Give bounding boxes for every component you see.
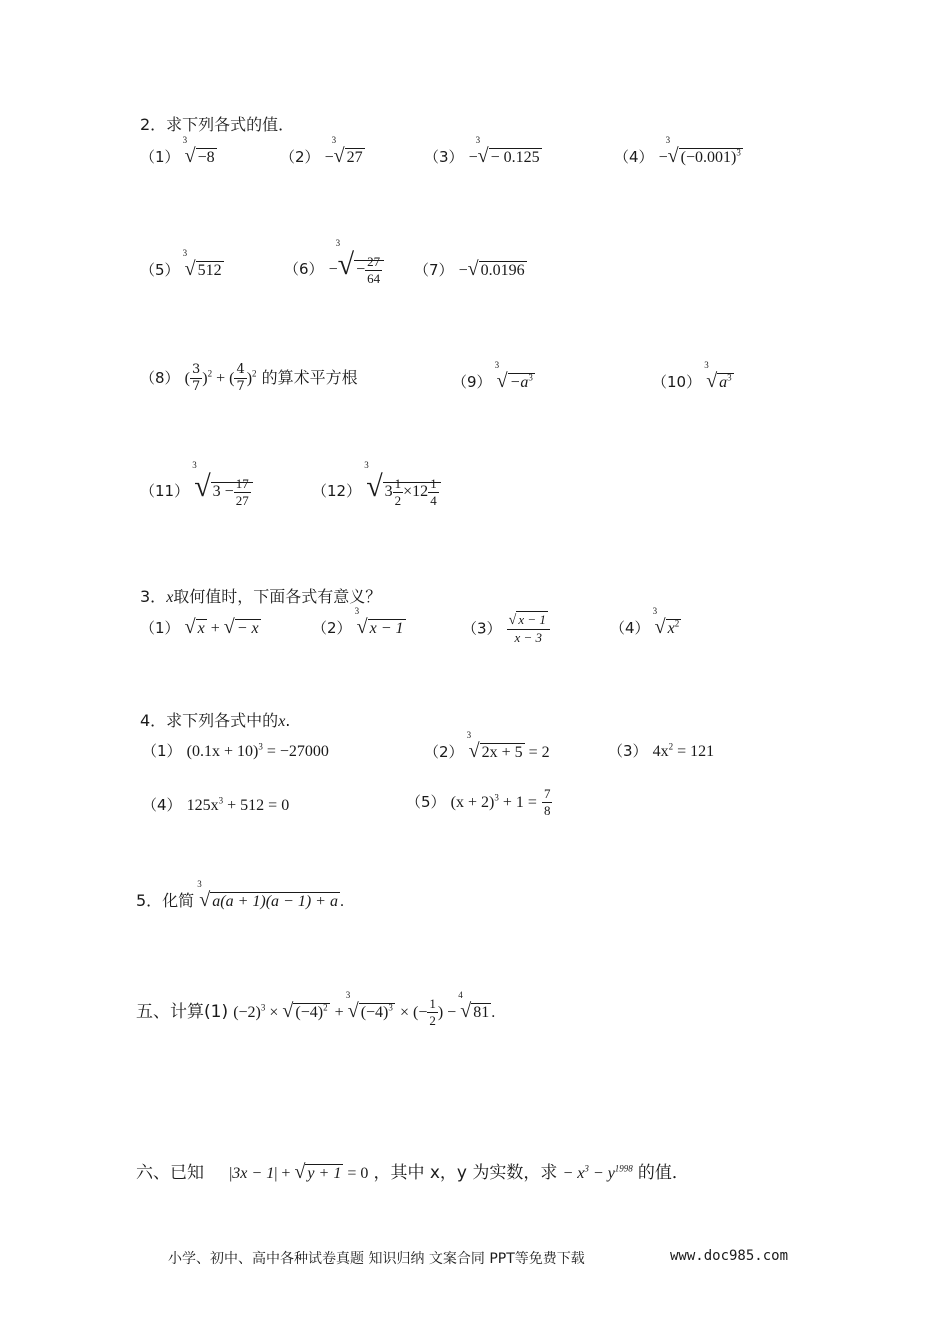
item-label: （1）: [142, 742, 182, 760]
item-label: （12）: [312, 482, 362, 500]
section-six: 六、已知 |3x − 1| + √ y + 1 = 0 ，其中 x，y 为实数，求 − $x^3 - y^{1998}$ 的值．: [136, 1161, 689, 1183]
denominator: 7: [191, 379, 201, 394]
expr-body: 27: [346, 149, 363, 166]
denominator: 8: [543, 803, 551, 818]
denominator: 2: [429, 1013, 436, 1028]
q4-item-5: （5） $(x + 2)^3 + 1$ = $\frac{7}{8}$: [406, 786, 551, 818]
q3-item-4: （4） 3 √ $x^2$: [610, 606, 680, 638]
expr-part: 3: [384, 483, 393, 500]
item-label: （10）: [652, 373, 702, 391]
q2-item-3: （3） − 3 √ − 0.125: [424, 135, 540, 167]
expr-body: −a: [509, 374, 529, 391]
q4-item-1: （1） $(0.1x + 10)^3 = -27000$: [142, 741, 329, 760]
denominator: 7: [236, 379, 245, 394]
q3-item-1: （1） √ x + √ − x: [140, 616, 259, 638]
expr-part: (−2): [233, 1004, 261, 1021]
q4-heading: 4．求下列各式中的x.: [140, 711, 291, 730]
q2-item-8: （8） ( $\frac{3}{7}$ )$^2$ + ( $\frac{4}{7}$ )$^2$ 的算术平方根: [140, 362, 358, 394]
expr-part: + 512 = 0: [223, 797, 290, 814]
item-label: （8）: [140, 369, 180, 387]
item-label: （1）: [140, 148, 180, 166]
expr-part: 3 −: [212, 483, 234, 500]
item-label: （11）: [140, 482, 190, 500]
q2-item-1: （1） 3 √ −8: [140, 135, 215, 167]
numerator: 27: [367, 253, 381, 269]
expr-body: (−0.001): [680, 149, 737, 166]
expr-body: a(a + 1)(a − 1) + a: [212, 893, 338, 910]
section-six-heading: 六、已知: [136, 1163, 204, 1183]
numerator: 4: [236, 362, 245, 377]
expr-body: − 0.125: [490, 149, 540, 166]
numerator: 17: [235, 475, 249, 491]
item-label: （4）: [142, 796, 182, 814]
q2-item-4: （4） − 3 √ $(-0.001)^3$: [614, 135, 741, 167]
expr-part: (x + 2): [450, 794, 495, 811]
item-label: （7）: [414, 261, 454, 279]
heading-text: 4．求下列各式中的: [140, 711, 279, 730]
numerator: 1: [429, 996, 436, 1011]
q3-heading: 3．x取何值时，下面各式有意义？: [140, 587, 382, 606]
item-label: （4）: [610, 619, 650, 637]
expr-part: 125x: [186, 797, 219, 814]
section-five-heading: 五、计算(1): [136, 1002, 229, 1022]
denominator: 4: [430, 492, 437, 508]
item-label: （2）: [424, 743, 464, 761]
item-label: （3）: [424, 148, 464, 166]
q2-item-5: （5） 3 √ 512: [140, 248, 222, 280]
item-label: （4）: [614, 148, 654, 166]
section-five: 五、计算(1) $(-2)^3$ × √ $(-4)^2$ + 3 √ $(-4)^3$ × (− $\frac{1}{2}$ ) − 4 √ 81 .: [136, 990, 496, 1028]
denominator: x − 3: [514, 630, 543, 645]
item-label: （2）: [312, 619, 352, 637]
q4-item-2: （2） 3 √ 2x + 5 = 2: [424, 730, 550, 762]
denominator: 27: [235, 492, 249, 508]
numerator: 1: [430, 475, 437, 491]
item-label: （3）: [608, 742, 648, 760]
item-label: （2）: [280, 148, 320, 166]
heading-var: x: [278, 713, 286, 730]
expr-part: (0.1x + 10): [186, 743, 259, 760]
denominator: 64: [367, 270, 381, 286]
expr-part: − y: [588, 1165, 615, 1182]
expr-part: ×12: [403, 483, 429, 500]
expr-part: = 0: [343, 1165, 369, 1182]
expr-body: 0.0196: [480, 262, 525, 279]
section-six-mid: ，其中 x，y 为实数，求: [373, 1163, 558, 1183]
q5-heading: 5．化简: [136, 891, 195, 910]
q2-heading: 2．求下列各式的值．: [140, 115, 295, 134]
expr-part: = 2: [524, 744, 550, 761]
q2-item-12: （12） 3 √ 3 $\frac{1}{2}$ ×12 $\frac{1}{4}$: [312, 470, 441, 509]
footer-url[interactable]: www.doc985.com: [670, 1248, 789, 1264]
expr-part: = −27000: [262, 743, 329, 760]
expr-body: y + 1: [307, 1165, 342, 1182]
expr-body: a: [719, 374, 728, 391]
q2-item-10: （10） 3 √ $a^3$: [652, 360, 732, 392]
expr-part: 4x: [652, 743, 669, 760]
q2-item-6: （6） − 3 √ − $\frac{27}{64}$: [284, 248, 384, 287]
q2-item-11: （11） 3 √ 3 − $\frac{17}{27}$: [140, 470, 253, 509]
exponent: 1998: [614, 1163, 633, 1174]
item-label: （9）: [452, 373, 492, 391]
heading-text: 取何值时，下面各式有意义？: [173, 587, 382, 606]
q5: 5．化简 3 √ a(a + 1)(a − 1) + a .: [136, 879, 344, 911]
item-label: （5）: [140, 261, 180, 279]
q2-item-2: （2） − 3 √ 27: [280, 135, 363, 167]
q4-item-4: （4） $125x^3 + 512 = 0$: [142, 795, 290, 814]
q2-item-7: （7） −√ 0.0196: [414, 258, 525, 280]
item-label: （5）: [406, 793, 446, 811]
expr-part: (−4): [295, 1004, 324, 1021]
heading-var: x: [166, 589, 174, 606]
item-label: （1）: [140, 619, 180, 637]
expr-part: 3x − 1: [232, 1165, 275, 1182]
expr-part: (−4): [360, 1004, 389, 1021]
numerator: 7: [543, 786, 551, 801]
expr-body: 512: [197, 262, 222, 279]
expr-part: = 121: [673, 743, 715, 760]
q3-item-3: （3） $\frac{√ x - 1}{x - 3}$: [462, 612, 550, 646]
section-six-tail: 的值．: [637, 1163, 689, 1183]
expr-part: − x: [562, 1165, 585, 1182]
expr-part: + 1 =: [498, 794, 537, 811]
item-label: （6）: [284, 260, 324, 278]
footer-text: 小学、初中、高中各种试卷真题 知识归纳 文案合同 PPT等免费下载: [168, 1251, 585, 1267]
denominator: 2: [394, 492, 402, 508]
numerator: 1: [394, 475, 402, 491]
expr-body: 81: [473, 1004, 490, 1021]
expr-body: 2x + 5: [481, 744, 523, 761]
expr-body: −8: [197, 149, 215, 166]
item-label: （3）: [462, 619, 502, 638]
numerator: x − 1: [518, 612, 546, 627]
expr-body: x − 1: [369, 620, 404, 637]
q2-item-9: （9） 3 √ $-a^3$: [452, 360, 533, 392]
item-text: 的算术平方根: [261, 368, 358, 387]
numerator: 3: [191, 362, 201, 377]
q3-item-2: （2） 3 √ x − 1: [312, 606, 404, 638]
q4-item-3: （3） $4x^2 = 121$: [608, 741, 715, 760]
